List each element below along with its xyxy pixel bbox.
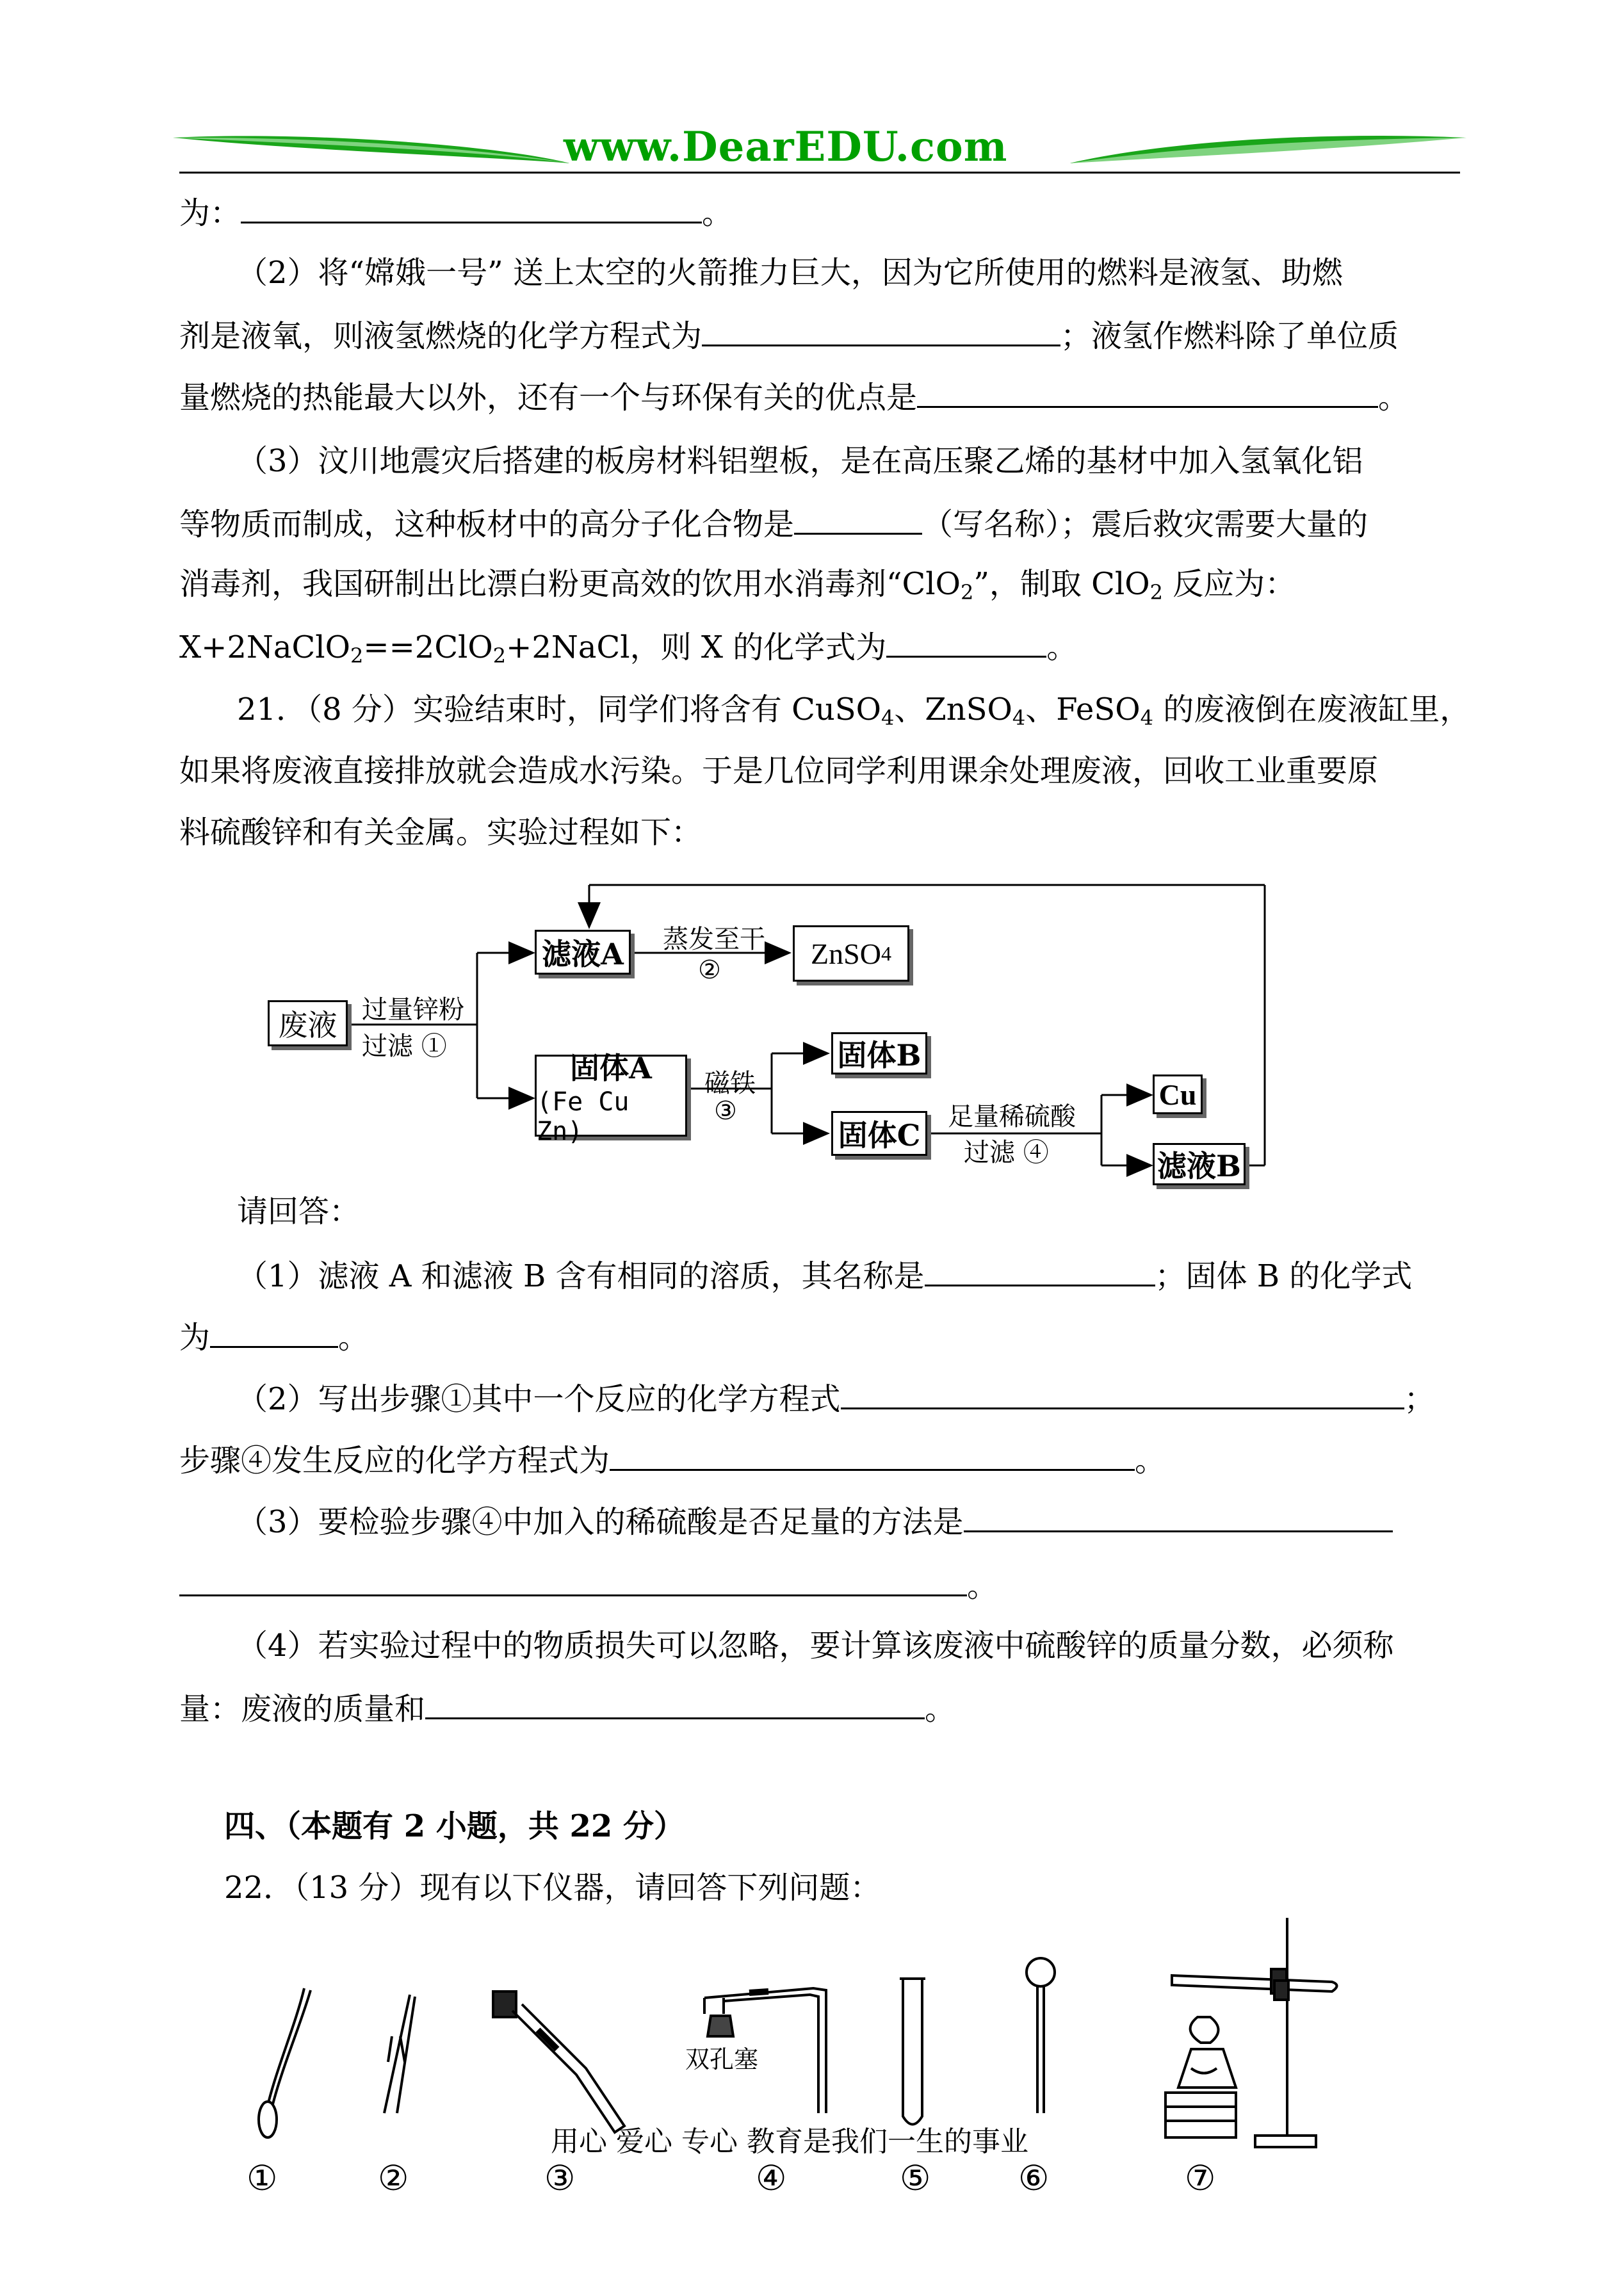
- answer-2-line1: （2）写出步骤①其中一个反应的化学方程式 ；: [237, 1378, 1435, 1418]
- node-solid-c: 固体C: [831, 1111, 927, 1156]
- node-znso4: ZnSO 4: [793, 925, 909, 982]
- q20-3-line4: X+2NaClO$_2$==2ClO$_2$+2NaCl，则 X 的化学式为 。: [179, 626, 1077, 667]
- step1-operation: 过滤 ①: [362, 1032, 447, 1061]
- heating-stand-icon: [1165, 1918, 1337, 2147]
- node-waste: 废液: [268, 1000, 348, 1046]
- step1-reagent: 过量锌粉: [362, 995, 464, 1025]
- q20-3-line2: 等物质而制成，这种板材中的高分子化合物是 （写名称）；震后救灾需要大量的: [179, 503, 1368, 544]
- q20-2-line1: （2）将“嫦娥一号” 送上太空的火箭推力巨大，因为它所使用的燃料是液氢、助燃: [237, 255, 1343, 291]
- step3-marker: ③: [714, 1096, 737, 1126]
- acid-label: 足量稀硫酸: [948, 1102, 1076, 1131]
- node-solid-b: 固体B: [831, 1032, 927, 1075]
- q21-line1: 21．（8 分）实验结束时，同学们将含有 CuSO$_4$、ZnSO$_4$、FeSO$_4$ 的废液倒在废液缸里，: [237, 692, 1471, 730]
- step2-marker: ②: [698, 955, 721, 985]
- spatula-icon: [259, 1988, 311, 2137]
- node-solid-a: 固体A (Fe Cu Zn): [535, 1055, 687, 1137]
- bent-tube-icon: [493, 1991, 624, 2132]
- label-4: ④: [756, 2158, 787, 2198]
- section4-title: 四、（本题有 2 小题，共 22 分）: [224, 1808, 685, 1844]
- header-logo: www.DearEDU.com: [564, 123, 1008, 171]
- answer-2-line2: 步骤④发生反应的化学方程式为 。: [179, 1439, 1165, 1480]
- node-cu: Cu: [1153, 1075, 1203, 1114]
- q21-line2: 如果将废液直接排放就会造成水污染。于是几位同学利用课余处理废液，回收工业重要原: [179, 753, 1379, 789]
- label-7: ⑦: [1185, 2158, 1216, 2198]
- answers-intro: 请回答：: [237, 1194, 361, 1229]
- node-filtrate-b: 滤液B: [1153, 1143, 1246, 1185]
- q21-line3: 料硫酸锌和有关金属。实验过程如下：: [179, 815, 702, 850]
- label-6: ⑥: [1018, 2158, 1050, 2198]
- answer-3-line2: 。: [179, 1565, 998, 1605]
- label-3: ③: [544, 2158, 576, 2198]
- q20-2-line2: 剂是液氧，则液氢燃烧的化学方程式为 ；液氢作燃料除了单位质: [179, 315, 1399, 355]
- q22-stem: 22．（13 分）现有以下仪器，请回答下列问题：: [224, 1870, 881, 1906]
- label-1: ①: [247, 2158, 278, 2198]
- funnel-icon: [1027, 1958, 1055, 2113]
- answer-4-line2: 量：废液的质量和 。: [179, 1688, 955, 1728]
- answer-3-line1: （3）要检验步骤④中加入的稀硫酸是否足量的方法是: [237, 1501, 1393, 1541]
- tongs-icon: [384, 1995, 415, 2113]
- node-filtrate-a: 滤液A: [535, 930, 631, 975]
- answer-1-line1: （1）滤液 A 和滤液 B 含有相同的溶质，其名称是 ；固体 B 的化学式: [237, 1255, 1412, 1295]
- prev-answer-line: 为： 。: [179, 192, 733, 232]
- q20-2-line3: 量燃烧的热能最大以外，还有一个与环保有关的优点是 。: [179, 377, 1409, 417]
- magnet-label: 磁铁: [704, 1069, 756, 1098]
- label-5: ⑤: [900, 2158, 931, 2198]
- label-2: ②: [378, 2158, 409, 2198]
- answer-4-line1: （4）若实验过程中的物质损失可以忽略，要计算该废液中硫酸锌的质量分数，必须称: [237, 1628, 1394, 1664]
- test-tube-icon: [900, 1979, 925, 2125]
- page-footer: 用心 爱心 专心 教育是我们一生的事业: [551, 2125, 1028, 2158]
- q20-3-line3: 消毒剂，我国研制出比漂白粉更高效的饮用水消毒剂“ClO$_2$”，制取 ClO$_2$ 反应为：: [179, 566, 1296, 604]
- answer-1-line2: 为 。: [179, 1317, 369, 1357]
- evaporation-label: 蒸发至干: [663, 925, 765, 954]
- step4-operation: 过滤 ④: [964, 1138, 1049, 1167]
- stopper-label: 双孔塞: [685, 2045, 759, 2073]
- q20-3-line1: （3）汶川地震灾后搭建的板房材料铝塑板，是在高压聚乙烯的基材中加入氢氧化铝: [237, 443, 1363, 479]
